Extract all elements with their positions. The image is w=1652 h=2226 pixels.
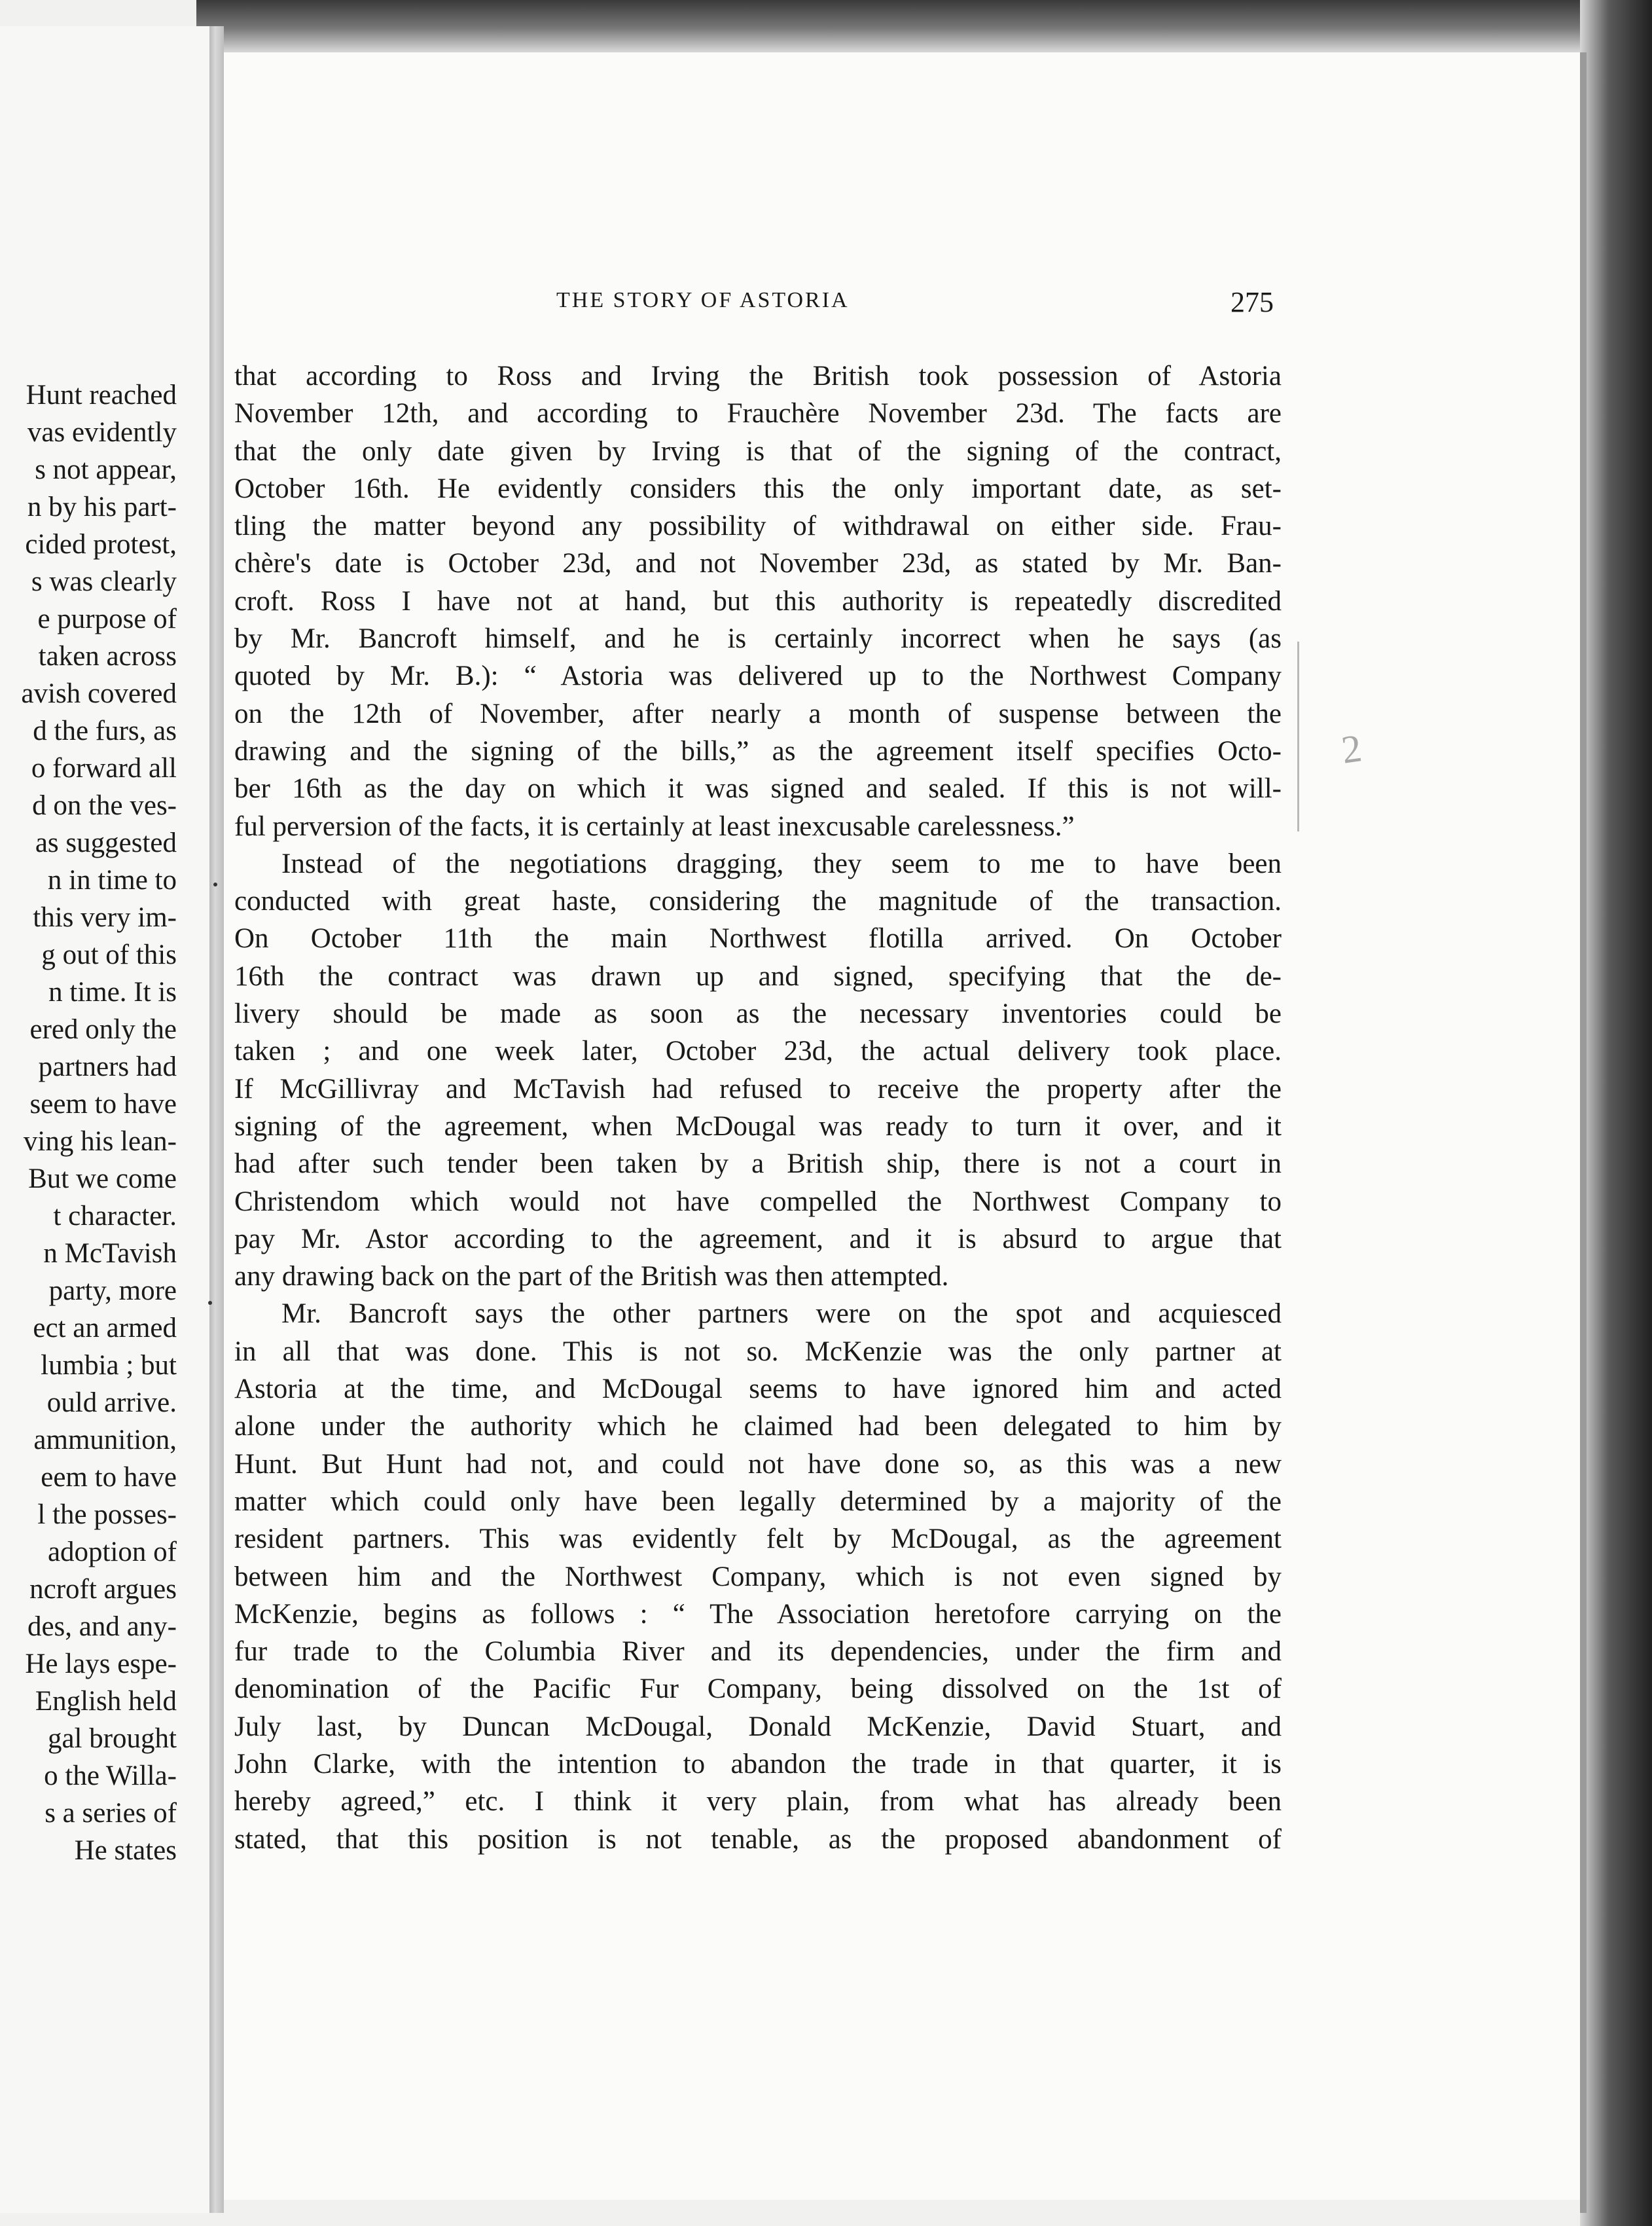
left-page-line: vas evidently xyxy=(27,417,177,448)
text-line: McKenzie, begins as follows : “ The Association heretofore carrying on the xyxy=(234,1598,1282,1630)
left-page-line: adoption of xyxy=(47,1537,177,1567)
text-line: resident partners. This was evidently felt by McDougal, as the agreement xyxy=(234,1524,1282,1555)
left-page-fragment xyxy=(0,26,209,2213)
left-page-line: ould arrive. xyxy=(46,1387,177,1418)
left-page-line: He states xyxy=(74,1835,177,1866)
text-line: drawing and the signing of the bills,” as the agreement itself specifies Octo- xyxy=(234,735,1282,767)
left-page-line: t character. xyxy=(53,1201,177,1232)
left-page-line: s a series of xyxy=(45,1798,177,1829)
left-page-line: ered only the xyxy=(29,1014,177,1045)
text-line: fur trade to the Columbia River and its dependencies, under the firm and xyxy=(234,1636,1282,1668)
left-page-line: g out of this xyxy=(41,940,177,970)
text-line: John Clarke, with the intention to abandon the trade in that quarter, it is xyxy=(234,1748,1282,1779)
text-line: If McGillivray and McTavish had refused to receive the property after the xyxy=(234,1073,1282,1104)
left-page-line: lumbia ; but xyxy=(41,1350,177,1381)
body-text xyxy=(234,357,1282,1858)
left-page-line: English held xyxy=(35,1686,177,1717)
text-line: On October 11th the main Northwest flotilla arrived. On October xyxy=(234,923,1282,955)
text-line: ber 16th as the day on which it was signed and sealed. If this is not will- xyxy=(234,773,1282,805)
text-line: croft. Ross I have not at hand, but this authority is repeatedly discredited xyxy=(234,585,1282,617)
text-line: that according to Ross and Irving the British took possession of Astoria xyxy=(234,361,1282,392)
text-line: 16th the contract was drawn up and signed, specifying that the de- xyxy=(234,960,1282,992)
left-page-line: ammunition, xyxy=(33,1425,177,1455)
text-line: matter which could only have been legally determined by a majority of the xyxy=(234,1486,1282,1517)
left-page-line: as suggested xyxy=(35,828,177,858)
left-page-line: des, and any- xyxy=(27,1611,177,1642)
book-gutter xyxy=(209,26,224,2213)
margin-annotation: 2 xyxy=(1338,726,1365,772)
text-line: quoted by Mr. B.): “ Astoria was delivered up to the Northwest Company xyxy=(234,661,1282,692)
left-page-line: o forward all xyxy=(31,753,177,784)
left-page-line: But we come xyxy=(28,1163,177,1194)
left-page-line: n McTavish xyxy=(43,1238,177,1269)
left-page-line: d the furs, as xyxy=(33,716,177,746)
speck-mark xyxy=(208,1301,212,1305)
text-line: hereby agreed,” etc. I think it very plain, from what has already been xyxy=(234,1786,1282,1817)
paragraph-first-line: Mr. Bancroft says the other partners were on the spot and acquiesced xyxy=(281,1298,1282,1330)
left-page-line: n by his part- xyxy=(27,492,177,522)
left-page-line: l the posses- xyxy=(37,1499,177,1530)
page-number: 275 xyxy=(1230,286,1274,318)
left-page-line: partners had xyxy=(38,1051,177,1082)
text-line: chère's date is October 23d, and not November 23d, as stated by Mr. Ban- xyxy=(234,548,1282,579)
text-line: conducted with great haste, considering the magnitude of the transaction. xyxy=(234,886,1282,917)
text-line: any drawing back on the part of the British was then attempted. xyxy=(234,1261,949,1292)
left-page-line: ving his lean- xyxy=(23,1126,177,1157)
left-page-line: n in time to xyxy=(47,865,177,896)
text-line: on the 12th of November, after nearly a month of suspense between the xyxy=(234,698,1282,729)
left-page-line: cided protest, xyxy=(25,529,177,560)
book-right-edge xyxy=(1580,0,1652,2226)
text-line: Christendom which would not have compelled the Northwest Company to xyxy=(234,1186,1282,1217)
text-line: alone under the authority which he claimed had been delegated to him by xyxy=(234,1411,1282,1442)
margin-line-mark xyxy=(1297,642,1299,831)
text-line: Hunt. But Hunt had not, and could not have done so, as this was a new xyxy=(234,1448,1282,1480)
text-line: November 12th, and according to Frauchère November 23d. The facts are xyxy=(234,398,1282,429)
text-line: stated, that this position is not tenable, as the proposed abandonment of xyxy=(234,1823,1282,1855)
text-line: pay Mr. Astor according to the agreement, and it is absurd to argue that xyxy=(234,1223,1282,1254)
left-page-line: seem to have xyxy=(29,1089,177,1120)
speck-mark xyxy=(213,883,217,886)
text-line: ful perversion of the facts, it is certainly at least inexcusable carelessness.” xyxy=(234,811,1075,842)
left-page-line: gal brought xyxy=(47,1723,177,1754)
left-page-line: s was clearly xyxy=(31,566,177,597)
text-line: July last, by Duncan McDougal, Donald McKenzie, David Stuart, and xyxy=(234,1711,1282,1742)
text-line: taken ; and one week later, October 23d, the actual delivery took place. xyxy=(234,1036,1282,1067)
text-line: Astoria at the time, and McDougal seems to have ignored him and acted xyxy=(234,1374,1282,1405)
left-page-line: eem to have xyxy=(41,1462,177,1493)
text-line: had after such tender been taken by a British ship, there is not a court in xyxy=(234,1148,1282,1180)
left-page-line: ncroft argues xyxy=(29,1574,177,1605)
paragraph-first-line: Instead of the negotiations dragging, they seem to me to have been xyxy=(281,848,1282,879)
left-page-line: party, more xyxy=(48,1275,177,1306)
text-line: between him and the Northwest Company, which is not even signed by xyxy=(234,1561,1282,1592)
left-page-line: Hunt reached xyxy=(26,380,177,411)
page-edge-shadow xyxy=(1580,52,1587,2213)
left-page-line: this very im- xyxy=(33,902,177,933)
text-line: denomination of the Pacific Fur Company, being dissolved on the 1st of xyxy=(234,1673,1282,1705)
text-line: tling the matter beyond any possibility of withdrawal on either side. Frau- xyxy=(234,511,1282,542)
left-page-line: ect an armed xyxy=(33,1313,177,1343)
left-page-line: avish covered xyxy=(21,678,177,709)
left-page-line: o the Willa- xyxy=(44,1761,177,1791)
running-head: THE STORY OF ASTORIA xyxy=(556,288,850,312)
left-page-line: He lays espe- xyxy=(25,1649,177,1679)
left-page-line: e purpose of xyxy=(37,604,177,634)
text-line: in all that was done. This is not so. McKenzie was the only partner at xyxy=(234,1336,1282,1367)
left-page-line: d on the ves- xyxy=(32,790,177,821)
text-line: that the only date given by Irving is that of the signing of the contract, xyxy=(234,435,1282,467)
text-line: by Mr. Bancroft himself, and he is certainly incorrect when he says (as xyxy=(234,623,1282,655)
left-page-line: n time. It is xyxy=(48,977,177,1008)
text-line: livery should be made as soon as the necessary inventories could be xyxy=(234,998,1282,1030)
text-line: October 16th. He evidently considers this the only important date, as set- xyxy=(234,473,1282,504)
left-page-line: taken across xyxy=(38,641,177,672)
left-page-line: s not appear, xyxy=(35,454,177,485)
text-line: signing of the agreement, when McDougal was ready to turn it over, and it xyxy=(234,1110,1282,1142)
